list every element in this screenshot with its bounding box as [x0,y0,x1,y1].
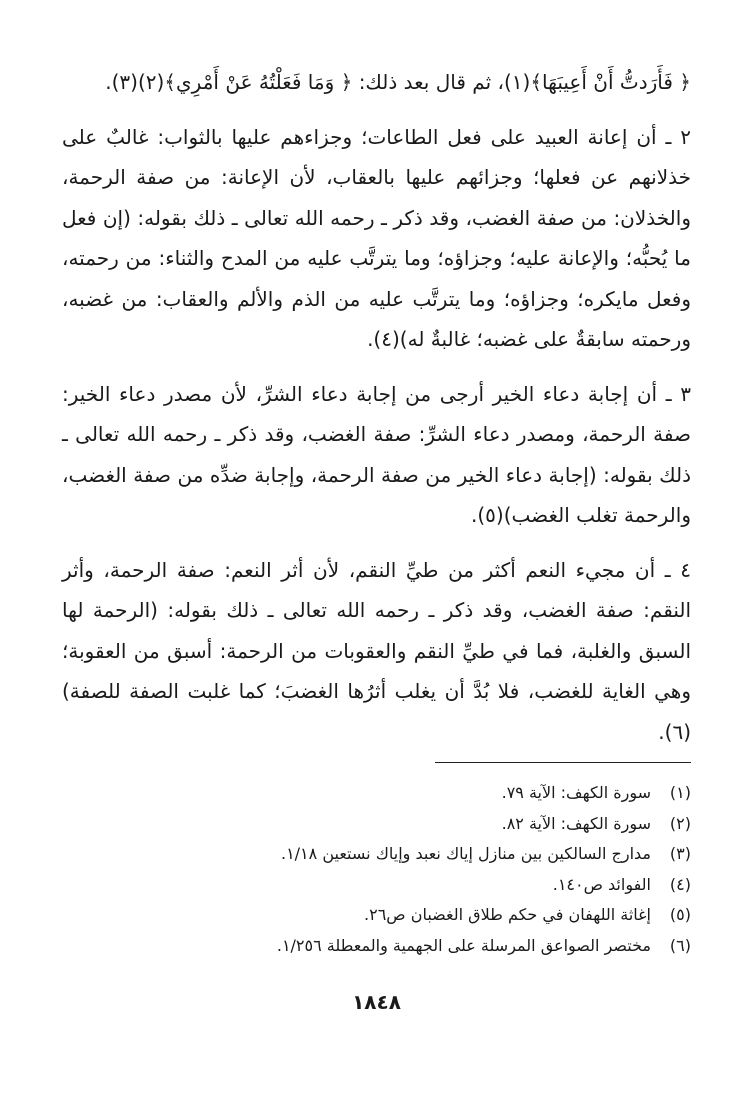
footnote-text: إغاثة اللهفان في حكم طلاق الغضبان ص٢٦. [364,905,651,924]
footnote-item [62,870,691,901]
paragraph-quran-quote: ﴿ فَأَرَدتُّ أَنْ أَعِيبَهَا﴾(١)، ثم قال بعد ذلك: ﴿ وَمَا فَعَلْتُهُ عَنْ أَمْرِي﴾(٢)(٣). [105,70,691,94]
footnote-text: سورة الكهف: الآية ٧٩. [501,783,651,802]
footnote-item [62,839,691,870]
footnotes [62,778,691,961]
footnote-text: الفوائد ص١٤٠. [552,874,651,894]
footnote-number: (١) [669,783,691,802]
footnote-text: مدارج السالكين بين منازل إياك نعبد وإياك نستعين ١/١٨. [280,844,651,863]
footnote-divider [435,762,691,763]
paragraph-point-2: ٢ ـ أن إعانة العبيد على فعل الطاعات؛ وجزاءهم عليها بالثواب: غالبٌ على خذلانهم عن فعلها؛ وجزائهم عليها بالعقاب، لأن الإعانة: من صفة الرحمة، والخذلان: من صفة الغضب، وقد ذكر ـ رحمه الله تعالى ـ ذلك بقوله: (إن فعل ما يُحبُّه؛ والإعانة عليه؛ وجزاؤه؛ وما يترتَّب عليه من المدح والثناء: من رحمته، وفعل مايكره؛ وجزاؤه؛ وما يترتَّب عليه من الذم والألم والعقاب: من غضبه، ورحمته سابقةٌ على غضبه؛ غالبةٌ له)(٤). [62,124,691,351]
footnote-item [62,778,691,809]
main-text [62,62,691,752]
footnote-item [62,900,691,931]
footnote-item [62,931,691,962]
footnote-number: (٦) [669,935,691,955]
footnote-number: (٢) [669,813,691,833]
paragraph-point-4: ٤ ـ أن مجيء النعم أكثر من طيِّ النقم، لأن أثر النعم: صفة الرحمة، وأثر النقم: صفة الغضب، وقد ذكر ـ رحمه الله تعالى ـ ذلك بقوله: (الرحمة لها السبق والغلبة، فما في طيِّ النقم والعقوبات من الرحمة: أسبق من العقوبة؛ وهي الغاية للغضب، فلا بُدَّ أن يغلب أثرُها الغضبَ؛ كما غلبت الصفة للصفة)(٦). [62,557,691,744]
footnote-number: (٤) [669,874,691,894]
footnote-item [62,809,691,840]
page-number: ١٨٤٨ [352,990,401,1014]
paragraph-point-3: ٣ ـ أن إجابة دعاء الخير أرجى من إجابة دعاء الشرِّ، لأن مصدر دعاء الخير: صفة الرحمة، ومصدر دعاء الشرِّ: صفة الغضب، وقد ذكر ـ رحمه الله تعالى ـ ذلك بقوله: (إجابة دعاء الخير من صفة الرحمة، وإجابة ضدِّه من صفة الغضب، والرحمة تغلب الغضب)(٥). [62,381,691,527]
footnote-number: (٣) [669,844,691,863]
footnote-number: (٥) [669,905,691,924]
footnote-text: مختصر الصواعق المرسلة على الجهمية والمعطلة ١/٢٥٦. [276,935,651,955]
footnote-text: سورة الكهف: الآية ٨٢. [501,813,651,833]
